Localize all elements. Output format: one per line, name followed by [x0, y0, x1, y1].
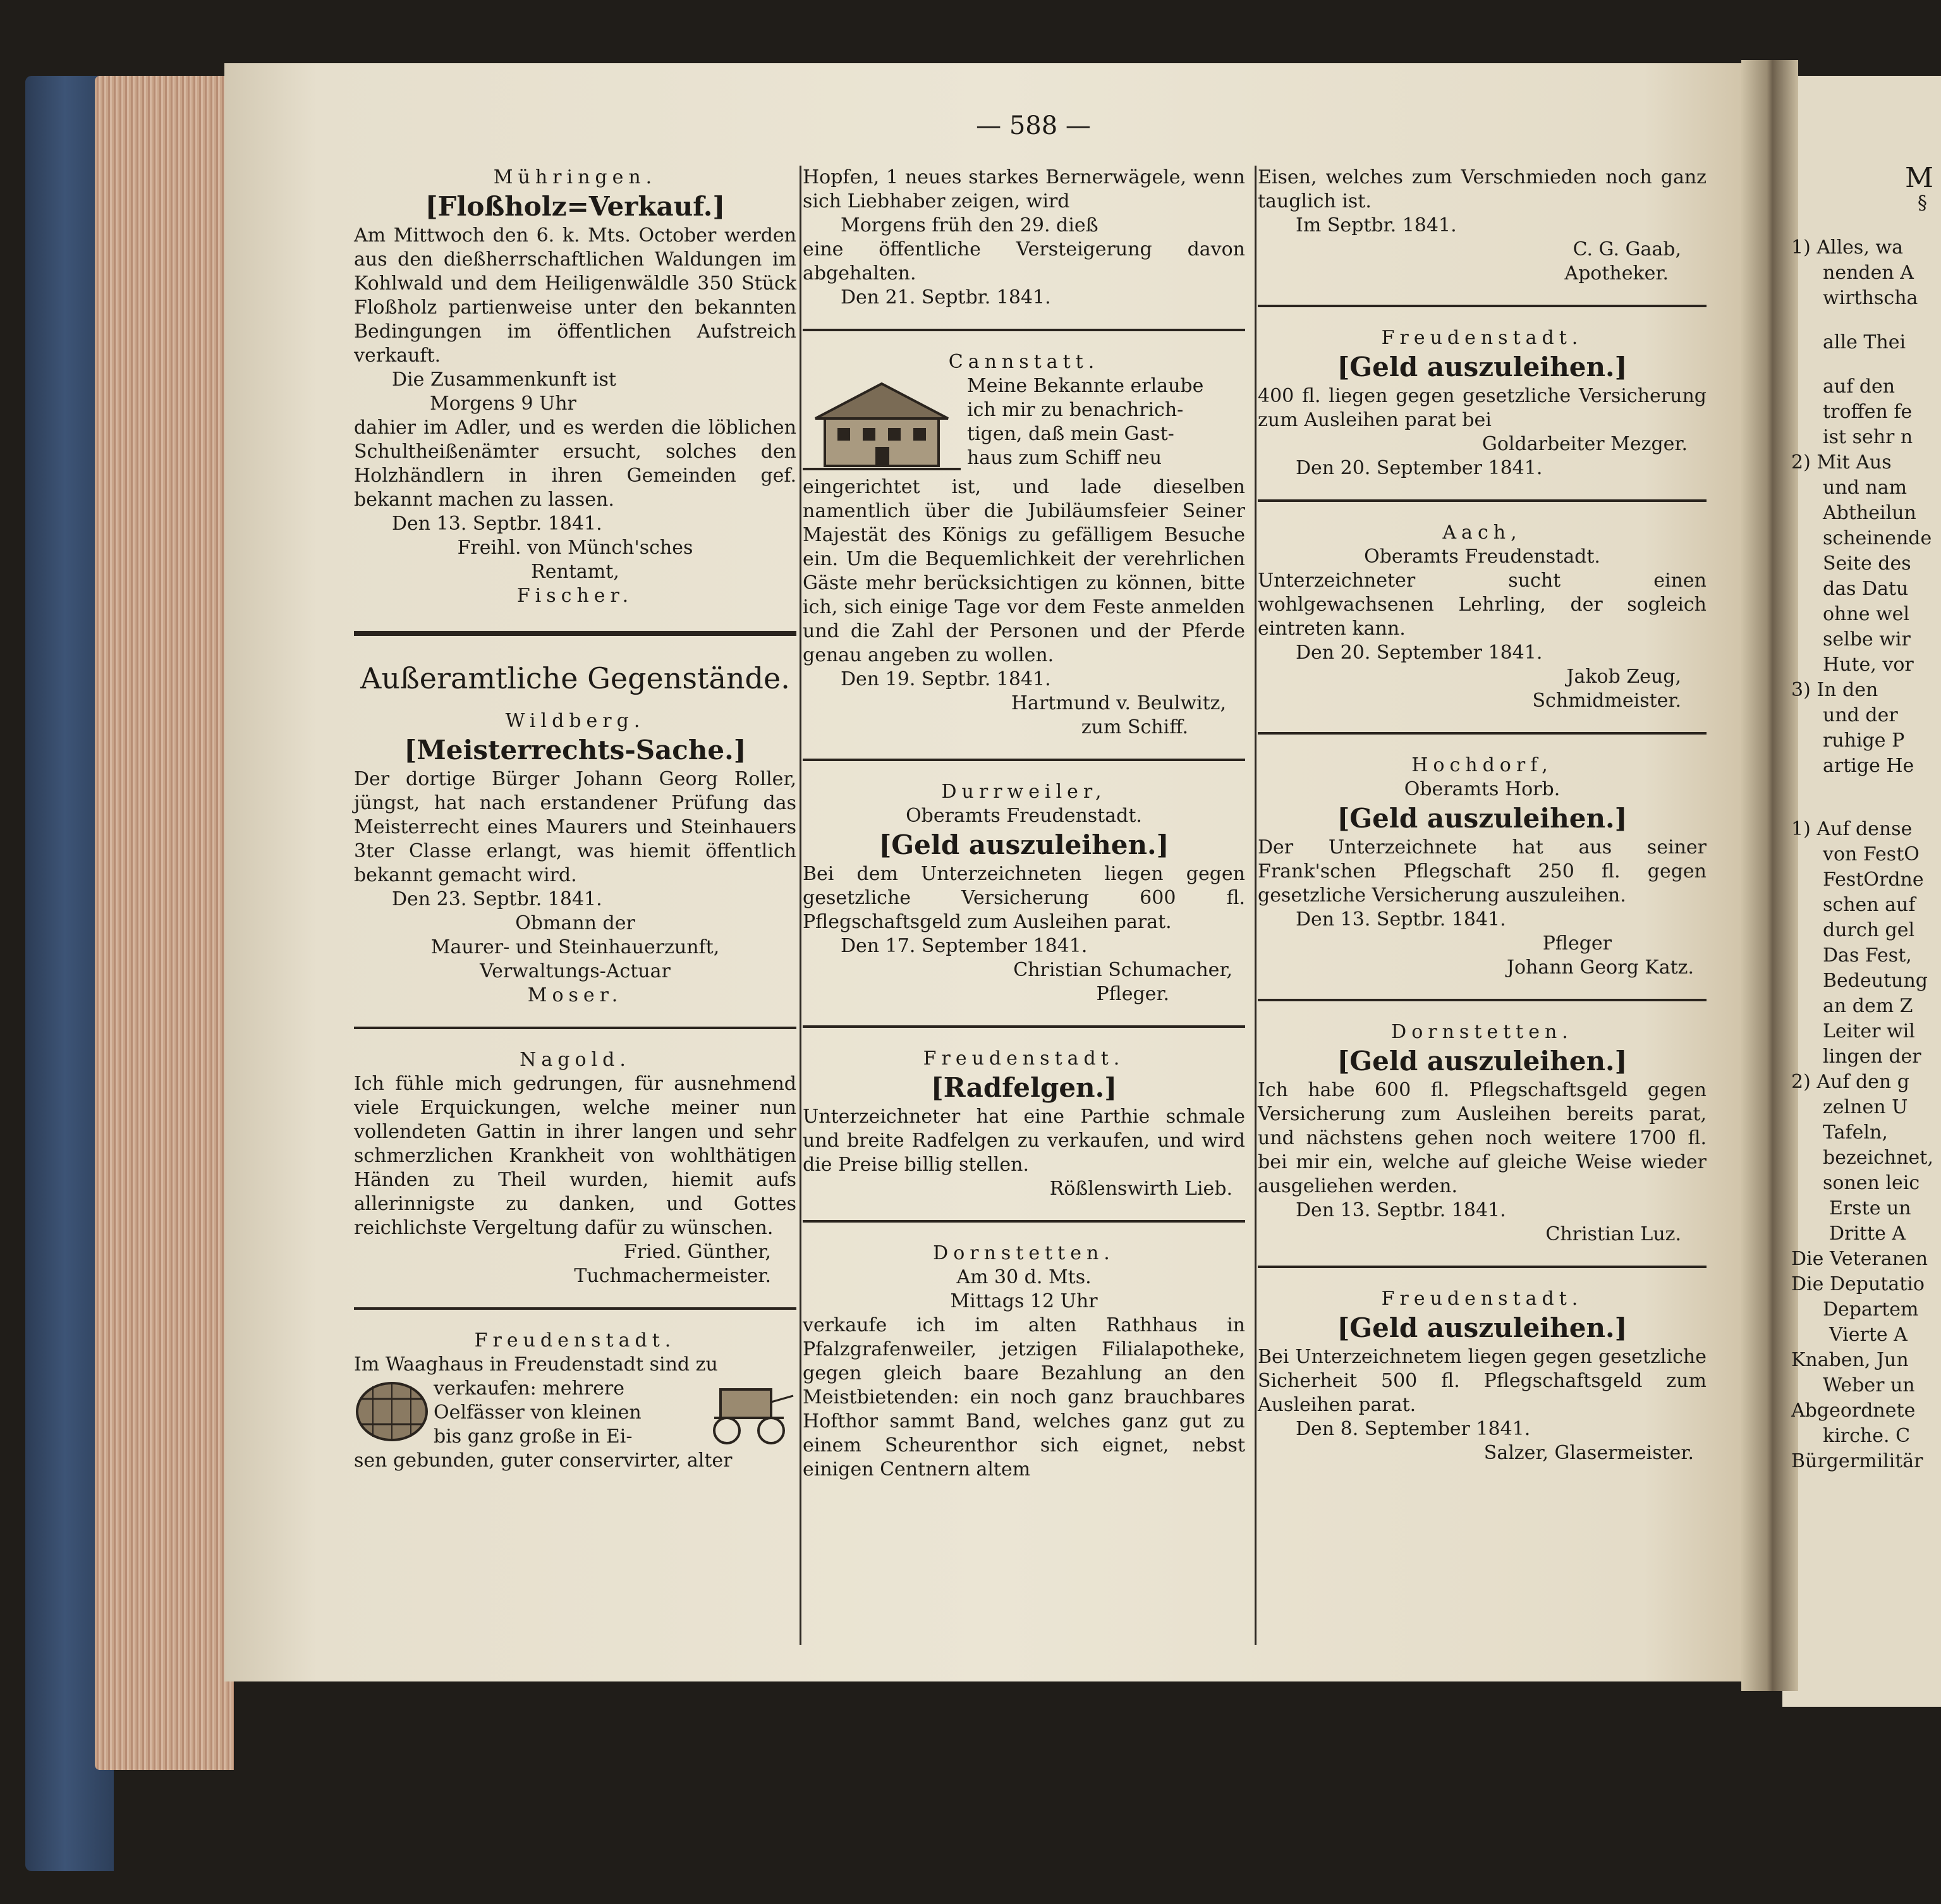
ad-text: Im Waaghaus in Freudenstadt sind zu — [354, 1353, 718, 1376]
divider — [803, 329, 1245, 331]
next-page-line: 1) Auf dense — [1791, 818, 1913, 840]
place-heading: Durrweiler, — [941, 781, 1107, 803]
ad-signature: Schmidmeister. — [1532, 690, 1681, 712]
ad-date: Den 20. September 1841. — [1296, 457, 1543, 479]
place-heading: Freudenstadt. — [474, 1329, 676, 1352]
next-page-line: Bürgermilitär — [1791, 1450, 1923, 1472]
ad-signature: Obmann der — [515, 912, 635, 934]
ad-signature: Christian Schumacher, — [1013, 959, 1232, 981]
next-page-line: Erste un — [1829, 1197, 1911, 1219]
next-page-line: zelnen U — [1823, 1096, 1908, 1118]
ad-text: Eisen, welches zum Verschmieden noch ganz tauglich ist. — [1258, 166, 1707, 212]
next-page-line: Hute, vor — [1823, 654, 1914, 676]
ad-text: eine öffentliche Versteigerung davon abgehalten. — [803, 238, 1245, 284]
ad-signature: Fried. Günther, — [623, 1241, 771, 1263]
ad-text: Ich fühle mich gedrungen, für ausnehmend viele Erquickungen, welche meiner nun vollendeten Gattin in ihrer langen und sehr schmerzlichen Krankheit von wohlthätigen Händen zu Theil wurden, hiemit aufs allerinnigste zu danken, und Gottes reichlichste Vergeltung dafür zu wünschen. — [354, 1073, 796, 1239]
next-page-line: 1) Alles, wa — [1791, 236, 1903, 259]
next-page-line: sonen leic — [1823, 1172, 1920, 1194]
ad-date: Den 13. Septbr. 1841. — [1296, 1199, 1506, 1221]
ad-signature: Hartmund v. Beulwitz, — [1011, 692, 1226, 714]
divider — [1258, 1266, 1707, 1268]
place-heading: Dornstetten. — [1391, 1021, 1573, 1043]
ad-text: 400 fl. liegen gegen gesetzliche Versicherung zum Ausleihen parat bei — [1258, 385, 1707, 431]
next-page-line: ist sehr n — [1823, 426, 1913, 448]
ad-signature: Tuchmachermeister. — [574, 1265, 771, 1287]
next-page-line: das Datu — [1823, 578, 1909, 600]
next-page-line: ruhige P — [1823, 729, 1905, 752]
ad-with-illustration — [803, 374, 1245, 475]
ad-signature: Fischer. — [516, 585, 634, 607]
next-page-line: Weber un — [1823, 1374, 1915, 1396]
next-page-line: scheinende — [1823, 527, 1932, 549]
ad-time: Morgens 9 Uhr — [430, 393, 576, 415]
ad-signature: Johann Georg Katz. — [1506, 956, 1694, 979]
next-page-line: kirche. C — [1823, 1425, 1911, 1447]
ad-title: [Geld auszuleihen.] — [1337, 1046, 1628, 1077]
ad-date: Den 17. September 1841. — [841, 935, 1088, 957]
next-page-column — [1791, 166, 1941, 1474]
ad-text: Hopfen, 1 neues starkes Bernerwägele, wenn sich Liebhaber zeigen, wird — [803, 166, 1245, 212]
divider — [354, 1027, 796, 1029]
next-page-line: Seite des — [1823, 552, 1911, 575]
ad-time: Mittags 12 Uhr — [950, 1290, 1098, 1312]
place-subheading: Oberamts Freudenstadt. — [1364, 546, 1600, 568]
divider — [1258, 732, 1707, 735]
ad-title: [Geld auszuleihen.] — [879, 829, 1169, 860]
next-page-line: artige He — [1823, 755, 1914, 777]
ad-text: Unterzeichneter hat eine Parthie schmale und breite Radfelgen zu verkaufen, und wird die Preise billig stellen. — [803, 1106, 1245, 1176]
ad-title: [Floßholz=Verkauf.] — [425, 191, 726, 222]
place-heading: Wildberg. — [505, 710, 645, 732]
ad-signature: Maurer- und Steinhauerzunft, — [430, 936, 720, 958]
divider — [803, 759, 1245, 761]
ad-signature: Christian Luz. — [1545, 1223, 1681, 1245]
next-page-line: und nam — [1823, 477, 1908, 499]
next-page-line: Departem — [1823, 1298, 1919, 1321]
next-page-line: 2) Auf den g — [1791, 1071, 1909, 1093]
ad-text: Oelfässer von kleinen — [434, 1401, 642, 1424]
place-heading: Nagold. — [520, 1049, 631, 1071]
next-page-line: Abgeordnete — [1791, 1400, 1916, 1422]
ad-signature: Goldarbeiter Mezger. — [1482, 433, 1688, 455]
page-edges — [95, 76, 234, 1770]
next-page-line: Die Deputatio — [1791, 1273, 1925, 1295]
ad-text: tigen, daß mein Gast- — [967, 423, 1174, 445]
ad-text: verkaufen: mehrere — [434, 1377, 624, 1400]
place-heading: Cannstatt. — [948, 351, 1100, 373]
ad-time: Morgens früh den 29. dieß — [841, 214, 1098, 236]
ad-text: Die Zusammenkunft ist — [392, 369, 616, 391]
ad-text: Meine Bekannte erlaube — [967, 375, 1204, 397]
ad-text: dahier im Adler, und es werden die löblichen Schultheißenämter ersucht, solches den Holzhändlern in ihren Gemeinden gef. bekannt machen zu lassen. — [354, 417, 796, 511]
ad-date: Den 20. September 1841. — [1296, 642, 1543, 664]
place-heading: Hochdorf, — [1411, 754, 1553, 776]
next-page-line: troffen fe — [1823, 401, 1913, 423]
divider — [1258, 499, 1707, 502]
next-page-line: § — [1918, 192, 1927, 214]
next-page-line: 3) In den — [1791, 679, 1878, 701]
ad-title: [Meisterrechts-Sache.] — [404, 735, 746, 766]
next-page-line: ohne wel — [1823, 603, 1910, 625]
ad-text: Unterzeichneter sucht einen wohlgewachsenen Lehrling, der sogleich eintreten kann. — [1258, 570, 1707, 640]
barrel-icon — [354, 1377, 430, 1446]
next-page-line: alle Thei — [1823, 331, 1906, 353]
next-page-line: Leiter wil — [1823, 1020, 1915, 1042]
next-page-line: FestOrdne — [1823, 869, 1924, 891]
next-page-line: von FestO — [1823, 843, 1920, 865]
divider — [803, 1220, 1245, 1223]
ad-signature: Apotheker. — [1564, 262, 1669, 284]
next-page-line: selbe wir — [1823, 628, 1911, 650]
next-page-line: Vierte A — [1829, 1324, 1908, 1346]
next-page-line: Die Veteranen — [1791, 1248, 1928, 1270]
divider — [1258, 999, 1707, 1001]
ad-text: bis ganz große in Ei- — [434, 1425, 633, 1448]
place-subheading: Oberamts Horb. — [1404, 778, 1561, 800]
ad-text: ich mir zu benachrich- — [967, 399, 1184, 421]
ad-date: Den 23. Septbr. 1841. — [392, 888, 602, 910]
ad-text: eingerichtet ist, und lade dieselben namentlich über die Jubiläumsfeier Seiner Majestät des Königs zu gefälligem Besuche ein. Um die Bequemlichkeit der verehrlichen Gäste mehr berücksichtigen zu können, bitte ich, sich einige Tage vor dem Feste anmelden und die Zahl der Personen und der Pferde genau angeben zu wollen. — [803, 476, 1245, 666]
ad-signature: Pfleger — [1542, 932, 1612, 955]
ad-text: Der Unterzeichnete hat aus seiner Frank'schen Pflegschaft 250 fl. gegen gesetzliche Versicherung auszuleihen. — [1258, 836, 1707, 906]
place-heading: Freudenstadt. — [923, 1047, 1125, 1070]
next-page-line: Bedeutung — [1823, 970, 1928, 992]
next-page-line: Das Fest, — [1823, 944, 1912, 967]
ad-signature: Freihl. von Münch'sches — [457, 537, 693, 559]
ad-text: Bei dem Unterzeichneten liegen gegen gesetzliche Versicherung 600 fl. Pflegschaftsgeld zum Ausleihen parat. — [803, 863, 1245, 933]
ad-title: [Geld auszuleihen.] — [1337, 803, 1628, 834]
next-page-line: auf den — [1823, 375, 1895, 398]
next-page-line: Dritte A — [1829, 1223, 1906, 1245]
place-heading: Aach, — [1442, 522, 1522, 544]
next-page-line: Abtheilun — [1823, 502, 1916, 524]
ad-signature: Rentamt, — [531, 561, 619, 583]
ad-text: haus zum Schiff neu — [967, 447, 1162, 469]
ad-signature: Rößlenswirth Lieb. — [1049, 1178, 1232, 1200]
ad-title: [Geld auszuleihen.] — [1337, 351, 1628, 382]
next-page-line: nenden A — [1823, 262, 1914, 284]
next-page-line: M — [1905, 166, 1934, 194]
ad-text: Der dortige Bürger Johann Georg Roller, jüngst, hat nach erstandener Prüfung das Meisterrecht eines Maurers und Steinhauers 3ter Classe erlangt, was hiemit öffentlich bekannt gemacht wird. — [354, 768, 796, 886]
ad-title: [Radfelgen.] — [930, 1072, 1117, 1103]
place-subheading: Oberamts Freudenstadt. — [906, 805, 1142, 827]
column-1 — [354, 166, 796, 1473]
ad-date: Den 13. Septbr. 1841. — [1296, 908, 1506, 931]
next-page-line: und der — [1823, 704, 1898, 726]
next-page-line: durch gel — [1823, 919, 1915, 941]
divider — [354, 631, 796, 636]
ad-text: Ich habe 600 fl. Pflegschaftsgeld gegen Versicherung zum Ausleihen bereits parat, und nächstens gehen noch weitere 1700 fl. bei mir ein, welche auf gleiche Weise wieder ausgeliehen werden. — [1258, 1079, 1707, 1197]
next-page-line: an dem Z — [1823, 995, 1913, 1017]
ad-with-illustrations — [354, 1377, 796, 1449]
column-separator — [800, 166, 801, 1645]
inn-building-icon — [803, 374, 961, 475]
ad-signature: Salzer, Glasermeister. — [1483, 1442, 1694, 1464]
column-2 — [803, 166, 1245, 1482]
next-page-line: 2) Mit Aus — [1791, 451, 1892, 473]
next-page-line: Knaben, Jun — [1791, 1349, 1909, 1371]
ad-date: Den 13. Septbr. 1841. — [392, 513, 602, 535]
place-heading: Dornstetten. — [933, 1242, 1115, 1264]
next-page-line: lingen der — [1823, 1046, 1921, 1068]
ad-date: Den 21. Septbr. 1841. — [841, 286, 1051, 308]
next-page-line: wirthscha — [1823, 287, 1918, 309]
place-heading: Freudenstadt. — [1381, 327, 1583, 349]
ad-date: Im Septbr. 1841. — [1296, 214, 1457, 236]
divider — [803, 1025, 1245, 1028]
ad-signature: Verwaltungs-Actuar — [480, 960, 671, 982]
book-gutter — [1741, 60, 1798, 1691]
ad-date: Den 8. September 1841. — [1296, 1418, 1531, 1440]
divider — [354, 1307, 796, 1310]
column-3 — [1258, 166, 1707, 1465]
carriage-icon — [702, 1377, 796, 1446]
ad-signature: Moser. — [527, 984, 623, 1006]
ad-text: sen gebunden, guter conservirter, alter — [354, 1449, 733, 1472]
next-page-line: schen auf — [1823, 894, 1916, 916]
divider — [1258, 305, 1707, 307]
ad-signature: zum Schiff. — [1081, 716, 1188, 738]
ad-title: [Geld auszuleihen.] — [1337, 1312, 1628, 1343]
page-number: — 588 — — [976, 111, 1091, 140]
next-page-line: bezeichnet, — [1823, 1147, 1933, 1169]
column-separator — [1255, 166, 1256, 1645]
next-page-line: Tafeln, — [1823, 1121, 1888, 1144]
ad-signature: Jakob Zeug, — [1566, 666, 1681, 688]
ad-text: Am Mittwoch den 6. k. Mts. October werden aus den dießherrschaftlichen Waldungen im Kohlwald und dem Heiligenwäldle 350 Stück Floßholz partienweise unter den bekannten Bedingungen im öffentlichen Aufstreich verkauft. — [354, 224, 796, 367]
place-heading: Freudenstadt. — [1381, 1288, 1583, 1310]
place-heading: Mühringen. — [493, 166, 657, 188]
ad-signature: C. G. Gaab, — [1573, 238, 1681, 260]
ad-date: Am 30 d. Mts. — [956, 1266, 1092, 1288]
ad-date: Den 19. Septbr. 1841. — [841, 668, 1051, 690]
ad-text: verkaufe ich im alten Rathhaus in Pfalzgrafenweiler, jetzigen Filialapotheke, gegen gleich baare Bezahlung an den Meistbietenden: ein noch ganz brauchbares Hofthor sammt Band, welches ganz gut zu einem Scheurenthor sich eignet, nebst einigen Centnern altem — [803, 1314, 1245, 1480]
section-title: Außeramtliche Gegenstände. — [360, 661, 790, 695]
ad-text: Bei Unterzeichnetem liegen gegen gesetzliche Sicherheit 500 fl. Pflegschaftsgeld zum Ausleihen parat. — [1258, 1346, 1707, 1416]
ad-signature: Pfleger. — [1096, 983, 1169, 1005]
